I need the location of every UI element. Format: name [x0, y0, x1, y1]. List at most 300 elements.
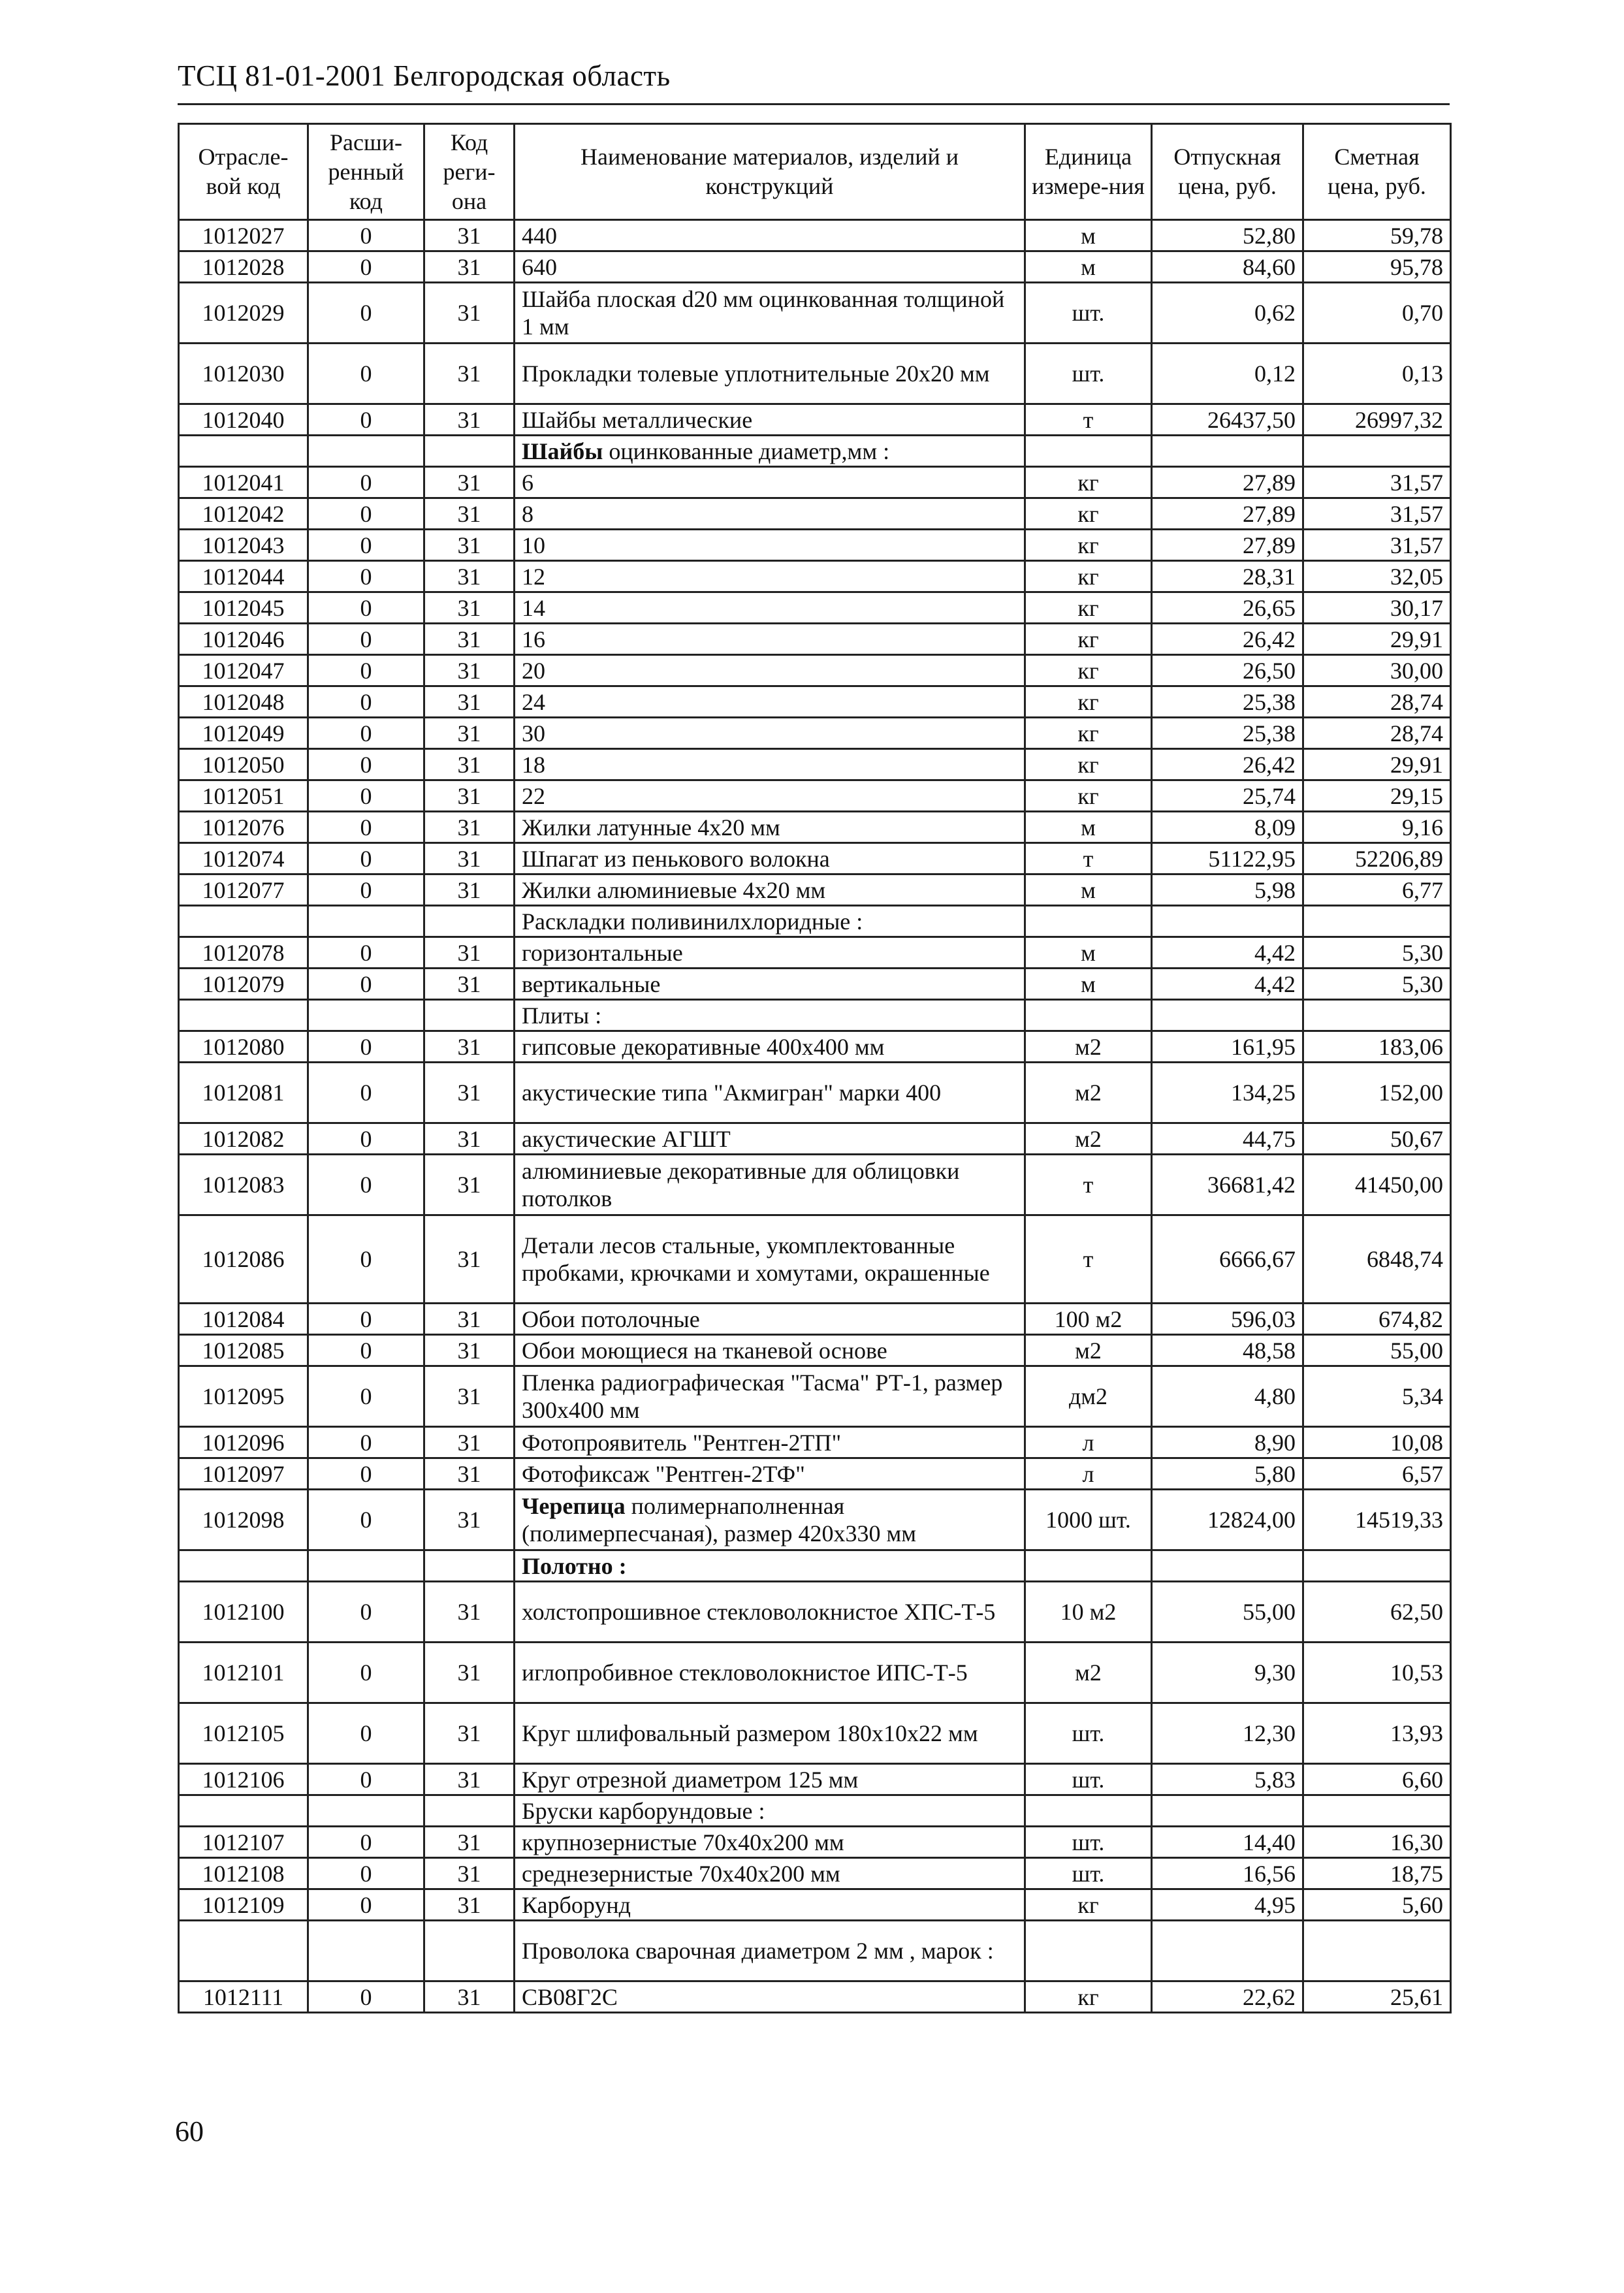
cell-industry-code: 1012078 [179, 937, 308, 969]
cell-estimate-price: 6,77 [1303, 874, 1451, 906]
cell-unit: кг [1025, 655, 1152, 686]
table-body [179, 220, 1451, 2013]
cell-release-price: 36681,42 [1152, 1155, 1303, 1215]
col-header-release-price: Отпускная цена, руб. [1152, 124, 1303, 220]
cell-industry-code [179, 906, 308, 937]
cell-estimate-price: 5,34 [1303, 1366, 1451, 1427]
cell-estimate-price: 6,57 [1303, 1458, 1451, 1490]
cell-release-price: 48,58 [1152, 1335, 1303, 1366]
cell-material-name: 20 [515, 655, 1025, 686]
cell-estimate-price: 50,67 [1303, 1123, 1451, 1155]
cell-region-code: 31 [424, 530, 515, 561]
cell-estimate-price: 18,75 [1303, 1858, 1451, 1889]
cell-region-code: 31 [424, 1643, 515, 1703]
cell-region-code: 31 [424, 251, 515, 283]
cell-extended-code: 0 [308, 1490, 424, 1550]
cell-unit: м [1025, 874, 1152, 906]
table-row [179, 1335, 1451, 1366]
cell-unit [1025, 436, 1152, 467]
cell-industry-code [179, 1795, 308, 1827]
cell-release-price: 26,50 [1152, 655, 1303, 686]
cell-release-price: 12,30 [1152, 1703, 1303, 1764]
bold-term: Черепица [522, 1493, 626, 1519]
cell-unit: шт. [1025, 1764, 1152, 1795]
cell-estimate-price [1303, 1550, 1451, 1582]
cell-region-code: 31 [424, 1827, 515, 1858]
cell-industry-code [179, 1550, 308, 1582]
cell-estimate-price: 0,70 [1303, 283, 1451, 344]
cell-region-code: 31 [424, 1366, 515, 1427]
col-header-region-code: Код реги-она [424, 124, 515, 220]
cell-region-code: 31 [424, 1858, 515, 1889]
cell-estimate-price: 59,78 [1303, 220, 1451, 251]
bold-term: Полотно : [522, 1552, 627, 1579]
cell-estimate-price: 183,06 [1303, 1031, 1451, 1063]
cell-unit: шт. [1025, 283, 1152, 344]
table-row [179, 1304, 1451, 1335]
cell-release-price: 4,95 [1152, 1889, 1303, 1921]
cell-unit: л [1025, 1458, 1152, 1490]
cell-industry-code: 1012045 [179, 592, 308, 624]
table-row [179, 812, 1451, 843]
cell-extended-code: 0 [308, 1889, 424, 1921]
col-header-industry-code: Отрасле-вой код [179, 124, 308, 220]
cell-industry-code: 1012043 [179, 530, 308, 561]
cell-region-code: 31 [424, 1764, 515, 1795]
cell-extended-code: 0 [308, 969, 424, 1000]
table-row [179, 1643, 1451, 1703]
cell-estimate-price: 6848,74 [1303, 1215, 1451, 1304]
cell-unit: т [1025, 1155, 1152, 1215]
cell-extended-code: 0 [308, 1063, 424, 1123]
cell-industry-code: 1012105 [179, 1703, 308, 1764]
table-row [179, 655, 1451, 686]
table-row [179, 624, 1451, 655]
cell-estimate-price: 6,60 [1303, 1764, 1451, 1795]
cell-region-code: 31 [424, 1155, 515, 1215]
cell-material-name: Пленка радиографическая "Тасма" РТ-1, размер 300x400 мм [515, 1366, 1025, 1427]
cell-unit: м2 [1025, 1335, 1152, 1366]
cell-region-code: 31 [424, 1889, 515, 1921]
name-text: полимернаполненная (полимерпесчаная), размер 420x330 мм [522, 1493, 917, 1547]
cell-region-code: 31 [424, 937, 515, 969]
cell-region-code: 31 [424, 749, 515, 780]
cell-unit: шт. [1025, 1858, 1152, 1889]
cell-release-price: 8,09 [1152, 812, 1303, 843]
cell-estimate-price [1303, 1795, 1451, 1827]
cell-industry-code: 1012083 [179, 1155, 308, 1215]
cell-region-code: 31 [424, 812, 515, 843]
cell-industry-code: 1012042 [179, 498, 308, 530]
cell-material-name: Прокладки толевые уплотнительные 20x20 мм [515, 344, 1025, 404]
cell-extended-code: 0 [308, 561, 424, 592]
cell-material-name: среднезернистые 70x40x200 мм [515, 1858, 1025, 1889]
cell-industry-code: 1012109 [179, 1889, 308, 1921]
cell-industry-code: 1012050 [179, 749, 308, 780]
cell-material-name: 24 [515, 686, 1025, 718]
cell-material-name: 10 [515, 530, 1025, 561]
cell-region-code: 31 [424, 624, 515, 655]
cell-estimate-price: 26997,32 [1303, 404, 1451, 436]
cell-release-price: 84,60 [1152, 251, 1303, 283]
cell-region-code: 31 [424, 1490, 515, 1550]
table-row [179, 1366, 1451, 1427]
cell-industry-code [179, 1921, 308, 1981]
cell-extended-code [308, 1000, 424, 1031]
cell-extended-code: 0 [308, 624, 424, 655]
cell-region-code [424, 436, 515, 467]
cell-material-name: вертикальные [515, 969, 1025, 1000]
cell-material-name: 16 [515, 624, 1025, 655]
table-row [179, 969, 1451, 1000]
cell-release-price: 55,00 [1152, 1582, 1303, 1643]
cell-extended-code: 0 [308, 749, 424, 780]
cell-estimate-price: 10,08 [1303, 1427, 1451, 1458]
cell-unit: шт. [1025, 1827, 1152, 1858]
cell-material-name: Карборунд [515, 1889, 1025, 1921]
cell-release-price: 14,40 [1152, 1827, 1303, 1858]
cell-extended-code: 0 [308, 1427, 424, 1458]
cell-material-name: 30 [515, 718, 1025, 749]
cell-unit: кг [1025, 1889, 1152, 1921]
cell-extended-code: 0 [308, 937, 424, 969]
cell-material-name: Шпагат из пенькового волокна [515, 843, 1025, 874]
cell-region-code: 31 [424, 1458, 515, 1490]
table-row [179, 404, 1451, 436]
cell-estimate-price: 29,91 [1303, 624, 1451, 655]
cell-unit: м [1025, 220, 1152, 251]
cell-estimate-price: 16,30 [1303, 1827, 1451, 1858]
table-row [179, 1215, 1451, 1304]
cell-estimate-price: 55,00 [1303, 1335, 1451, 1366]
cell-release-price: 26,42 [1152, 624, 1303, 655]
cell-material-name: 22 [515, 780, 1025, 812]
cell-estimate-price: 41450,00 [1303, 1155, 1451, 1215]
cell-extended-code: 0 [308, 220, 424, 251]
cell-region-code [424, 1000, 515, 1031]
cell-unit: кг [1025, 467, 1152, 498]
cell-unit: 1000 шт. [1025, 1490, 1152, 1550]
cell-industry-code: 1012051 [179, 780, 308, 812]
cell-estimate-price [1303, 1921, 1451, 1981]
cell-estimate-price: 152,00 [1303, 1063, 1451, 1123]
cell-release-price [1152, 1000, 1303, 1031]
cell-release-price: 27,89 [1152, 467, 1303, 498]
cell-industry-code: 1012048 [179, 686, 308, 718]
cell-estimate-price [1303, 436, 1451, 467]
table-row [179, 874, 1451, 906]
col-header-material-name: Наименование материалов, изделий и конструкций [515, 124, 1025, 220]
cell-extended-code: 0 [308, 843, 424, 874]
cell-extended-code [308, 436, 424, 467]
cell-material-name: Плиты : [515, 1000, 1025, 1031]
cell-estimate-price: 62,50 [1303, 1582, 1451, 1643]
cell-material-name: Обои потолочные [515, 1304, 1025, 1335]
cell-release-price: 28,31 [1152, 561, 1303, 592]
cell-unit: л [1025, 1427, 1152, 1458]
cell-release-price: 5,83 [1152, 1764, 1303, 1795]
cell-material-name: алюминиевые декоративные для облицовки потолков [515, 1155, 1025, 1215]
cell-region-code: 31 [424, 969, 515, 1000]
cell-region-code: 31 [424, 1215, 515, 1304]
table-row [179, 1155, 1451, 1215]
cell-industry-code: 1012086 [179, 1215, 308, 1304]
table-row [179, 1703, 1451, 1764]
table-row [179, 1827, 1451, 1858]
cell-estimate-price: 5,30 [1303, 969, 1451, 1000]
cell-material-name: Круг отрезной диаметром 125 мм [515, 1764, 1025, 1795]
cell-region-code: 31 [424, 718, 515, 749]
cell-material-name: крупнозернистые 70x40x200 мм [515, 1827, 1025, 1858]
name-text: оцинкованные диаметр,мм : [603, 438, 890, 464]
cell-release-price: 5,98 [1152, 874, 1303, 906]
cell-estimate-price: 674,82 [1303, 1304, 1451, 1335]
cell-release-price: 27,89 [1152, 530, 1303, 561]
cell-industry-code: 1012079 [179, 969, 308, 1000]
cell-release-price [1152, 436, 1303, 467]
cell-industry-code: 1012085 [179, 1335, 308, 1366]
cell-unit [1025, 1795, 1152, 1827]
cell-release-price: 16,56 [1152, 1858, 1303, 1889]
cell-release-price: 0,62 [1152, 283, 1303, 344]
cell-unit: кг [1025, 592, 1152, 624]
table-row [179, 718, 1451, 749]
cell-unit: м [1025, 969, 1152, 1000]
cell-extended-code: 0 [308, 1643, 424, 1703]
cell-region-code: 31 [424, 1031, 515, 1063]
cell-estimate-price: 31,57 [1303, 530, 1451, 561]
cell-industry-code: 1012046 [179, 624, 308, 655]
cell-material-name: Круг шлифовальный размером 180x10x22 мм [515, 1703, 1025, 1764]
table-row [179, 1921, 1451, 1981]
cell-region-code: 31 [424, 780, 515, 812]
cell-release-price: 8,90 [1152, 1427, 1303, 1458]
table-row [179, 283, 1451, 344]
cell-unit: м2 [1025, 1643, 1152, 1703]
cell-region-code: 31 [424, 686, 515, 718]
cell-region-code: 31 [424, 561, 515, 592]
cell-industry-code: 1012030 [179, 344, 308, 404]
cell-industry-code [179, 1000, 308, 1031]
cell-industry-code: 1012041 [179, 467, 308, 498]
cell-estimate-price: 14519,33 [1303, 1490, 1451, 1550]
cell-release-price: 26,42 [1152, 749, 1303, 780]
cell-unit [1025, 906, 1152, 937]
table-row [179, 467, 1451, 498]
cell-material-name: 640 [515, 251, 1025, 283]
table-row [179, 592, 1451, 624]
table-row [179, 749, 1451, 780]
cell-unit: м [1025, 937, 1152, 969]
cell-industry-code: 1012101 [179, 1643, 308, 1703]
cell-extended-code: 0 [308, 874, 424, 906]
cell-industry-code: 1012040 [179, 404, 308, 436]
cell-industry-code: 1012027 [179, 220, 308, 251]
cell-release-price: 26437,50 [1152, 404, 1303, 436]
table-row [179, 906, 1451, 937]
cell-release-price [1152, 1795, 1303, 1827]
cell-extended-code: 0 [308, 1304, 424, 1335]
cell-region-code: 31 [424, 1063, 515, 1123]
cell-region-code: 31 [424, 283, 515, 344]
cell-estimate-price: 28,74 [1303, 718, 1451, 749]
cell-material-name: Жилки латунные 4x20 мм [515, 812, 1025, 843]
cell-region-code [424, 1795, 515, 1827]
cell-unit [1025, 1550, 1152, 1582]
cell-release-price: 134,25 [1152, 1063, 1303, 1123]
cell-material-name: 6 [515, 467, 1025, 498]
materials-table [178, 123, 1452, 2013]
cell-extended-code: 0 [308, 530, 424, 561]
table-row [179, 1889, 1451, 1921]
cell-extended-code [308, 906, 424, 937]
table-row [179, 1000, 1451, 1031]
cell-extended-code: 0 [308, 1827, 424, 1858]
col-header-estimate-price: Сметная цена, руб. [1303, 124, 1451, 220]
cell-material-name: акустические АГШТ [515, 1123, 1025, 1155]
table-row [179, 1795, 1451, 1827]
cell-region-code: 31 [424, 344, 515, 404]
cell-region-code: 31 [424, 843, 515, 874]
cell-industry-code: 1012074 [179, 843, 308, 874]
cell-unit: кг [1025, 498, 1152, 530]
cell-industry-code: 1012047 [179, 655, 308, 686]
cell-region-code: 31 [424, 1703, 515, 1764]
cell-release-price: 25,74 [1152, 780, 1303, 812]
cell-unit: м [1025, 812, 1152, 843]
cell-material-name: горизонтальные [515, 937, 1025, 969]
table-row [179, 1031, 1451, 1063]
cell-estimate-price: 13,93 [1303, 1703, 1451, 1764]
cell-extended-code: 0 [308, 1858, 424, 1889]
cell-material-name: Бруски карборундовые : [515, 1795, 1025, 1827]
cell-unit: 100 м2 [1025, 1304, 1152, 1335]
cell-material-name: СВ08Г2С [515, 1981, 1025, 2013]
cell-industry-code: 1012081 [179, 1063, 308, 1123]
cell-extended-code: 0 [308, 1031, 424, 1063]
cell-release-price: 52,80 [1152, 220, 1303, 251]
cell-material-name: 440 [515, 220, 1025, 251]
cell-region-code [424, 1921, 515, 1981]
cell-estimate-price: 30,17 [1303, 592, 1451, 624]
table-row [179, 251, 1451, 283]
cell-material-name: Проволока сварочная диаметром 2 мм , марок : [515, 1921, 1025, 1981]
cell-region-code: 31 [424, 1304, 515, 1335]
cell-extended-code: 0 [308, 1582, 424, 1643]
cell-extended-code: 0 [308, 498, 424, 530]
cell-unit: кг [1025, 530, 1152, 561]
cell-material-name: Фотопроявитель "Рентген-2ТП" [515, 1427, 1025, 1458]
cell-release-price: 4,42 [1152, 937, 1303, 969]
cell-extended-code: 0 [308, 1764, 424, 1795]
cell-release-price: 26,65 [1152, 592, 1303, 624]
cell-release-price: 4,42 [1152, 969, 1303, 1000]
cell-unit: кг [1025, 624, 1152, 655]
cell-region-code: 31 [424, 467, 515, 498]
cell-region-code: 31 [424, 498, 515, 530]
cell-extended-code: 0 [308, 467, 424, 498]
cell-region-code: 31 [424, 220, 515, 251]
cell-material-name: 8 [515, 498, 1025, 530]
cell-industry-code: 1012100 [179, 1582, 308, 1643]
table-row [179, 1764, 1451, 1795]
col-header-extended-code: Расши-ренный код [308, 124, 424, 220]
bold-term: Шайбы [522, 438, 603, 464]
cell-region-code [424, 1550, 515, 1582]
cell-region-code: 31 [424, 592, 515, 624]
cell-extended-code: 0 [308, 251, 424, 283]
cell-estimate-price: 31,57 [1303, 498, 1451, 530]
cell-release-price: 9,30 [1152, 1643, 1303, 1703]
cell-region-code [424, 906, 515, 937]
cell-release-price [1152, 1550, 1303, 1582]
cell-industry-code: 1012106 [179, 1764, 308, 1795]
cell-material-name: 14 [515, 592, 1025, 624]
table-row [179, 1981, 1451, 2013]
cell-estimate-price: 31,57 [1303, 467, 1451, 498]
table-row [179, 220, 1451, 251]
col-header-unit: Единица измере-ния [1025, 124, 1152, 220]
cell-unit: кг [1025, 749, 1152, 780]
cell-release-price: 6666,67 [1152, 1215, 1303, 1304]
cell-industry-code: 1012029 [179, 283, 308, 344]
cell-extended-code: 0 [308, 1155, 424, 1215]
cell-extended-code: 0 [308, 1335, 424, 1366]
cell-material-name: Шайбы металлические [515, 404, 1025, 436]
cell-industry-code: 1012076 [179, 812, 308, 843]
cell-unit [1025, 1921, 1152, 1981]
cell-material-name: иглопробивное стекловолокнистое ИПС-Т-5 [515, 1643, 1025, 1703]
cell-industry-code: 1012111 [179, 1981, 308, 2013]
table-row [179, 843, 1451, 874]
cell-material-name: Фотофиксаж "Рентген-2ТФ" [515, 1458, 1025, 1490]
cell-material-name: Детали лесов стальные, укомплектованные пробками, крючками и хомутами, окрашенные [515, 1215, 1025, 1304]
cell-industry-code: 1012080 [179, 1031, 308, 1063]
header-rule [178, 103, 1450, 105]
cell-extended-code: 0 [308, 655, 424, 686]
table-row [179, 1458, 1451, 1490]
cell-estimate-price: 52206,89 [1303, 843, 1451, 874]
cell-industry-code: 1012044 [179, 561, 308, 592]
cell-extended-code: 0 [308, 283, 424, 344]
cell-extended-code: 0 [308, 344, 424, 404]
table-row [179, 530, 1451, 561]
cell-release-price: 12824,00 [1152, 1490, 1303, 1550]
table-row [179, 1427, 1451, 1458]
cell-release-price: 25,38 [1152, 686, 1303, 718]
cell-extended-code: 0 [308, 1123, 424, 1155]
cell-estimate-price: 29,91 [1303, 749, 1451, 780]
cell-unit: т [1025, 404, 1152, 436]
cell-extended-code: 0 [308, 812, 424, 843]
cell-release-price: 5,80 [1152, 1458, 1303, 1490]
cell-extended-code: 0 [308, 718, 424, 749]
cell-industry-code: 1012096 [179, 1427, 308, 1458]
cell-unit: кг [1025, 686, 1152, 718]
cell-industry-code [179, 436, 308, 467]
cell-extended-code: 0 [308, 404, 424, 436]
cell-unit: шт. [1025, 1703, 1152, 1764]
cell-unit: т [1025, 1215, 1152, 1304]
cell-unit: м [1025, 251, 1152, 283]
cell-estimate-price: 30,00 [1303, 655, 1451, 686]
cell-release-price: 596,03 [1152, 1304, 1303, 1335]
table-header-row [179, 124, 1451, 220]
cell-region-code: 31 [424, 1123, 515, 1155]
cell-material-name: акустические типа "Акмигран" марки 400 [515, 1063, 1025, 1123]
cell-unit: 10 м2 [1025, 1582, 1152, 1643]
cell-industry-code: 1012084 [179, 1304, 308, 1335]
